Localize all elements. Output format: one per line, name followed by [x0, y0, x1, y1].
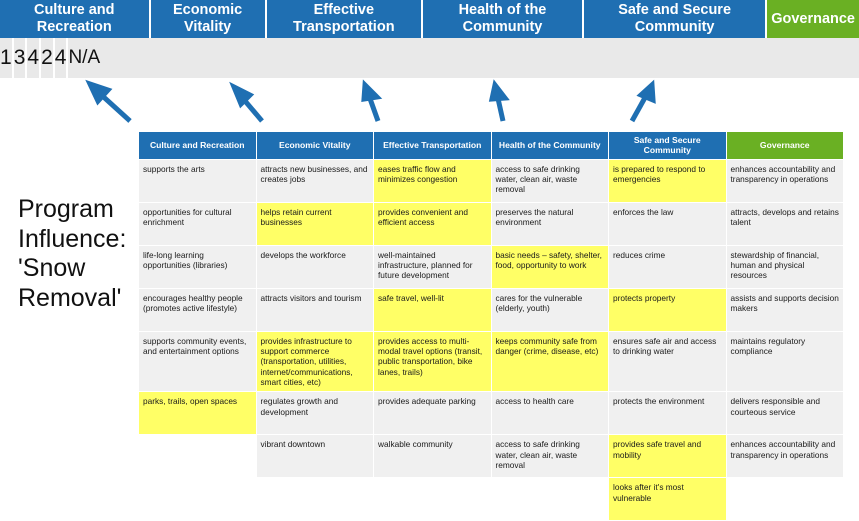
matrix-header-safe-and-secure-community: Safe and Secure Community: [609, 132, 727, 160]
matrix-cell: provides infrastructure to support commerce (transportation, utilities, internet/communications, smart cities, etc): [256, 331, 374, 392]
matrix-cell-empty: [139, 478, 257, 521]
matrix-cell: protects property: [609, 288, 727, 331]
matrix-cell: enhances accountability and transparency in operations: [726, 159, 844, 202]
matrix-cell: attracts new businesses, and creates jobs: [256, 159, 374, 202]
upward-arrow-icon-2: [234, 87, 262, 121]
matrix-header-effective-transportation: Effective Transportation: [374, 132, 492, 160]
matrix-cell-empty: [491, 478, 609, 521]
pillar-header-label: Effective Transportation: [293, 2, 395, 35]
matrix-cell-empty: [139, 435, 257, 478]
matrix-header-economic-vitality: Economic Vitality: [256, 132, 374, 160]
pillar-header-label: Health of the Community: [458, 2, 547, 35]
caption-line-4: Removal': [18, 283, 122, 312]
pillar-header-label: Culture and Recreation: [33, 2, 115, 35]
pillar-header-safe-and-secure-community[interactable]: [584, 0, 767, 38]
upward-arrow-icon-5: [632, 85, 653, 121]
matrix-header-health-of-the-community: Health of the Community: [491, 132, 609, 160]
matrix-cell: protects the environment: [609, 392, 727, 435]
matrix-cell: assists and supports decision makers: [726, 288, 844, 331]
matrix-cell: provides safe travel and mobility: [609, 435, 727, 478]
matrix-cell: provides adequate parking: [374, 392, 492, 435]
matrix-cell: stewardship of financial, human and physical resources: [726, 245, 844, 288]
matrix-cell: enforces the law: [609, 202, 727, 245]
matrix-cell-empty: [374, 478, 492, 521]
matrix-cell: ensures safe air and access to drinking water: [609, 331, 727, 392]
matrix-cell: keeps community safe from danger (crime, disease, etc): [491, 331, 609, 392]
matrix-cell: delivers responsible and courteous service: [726, 392, 844, 435]
matrix-cell-empty: [726, 478, 844, 521]
table-row: [139, 202, 844, 245]
matrix-cell: access to safe drinking water, clean air, waste removal: [491, 159, 609, 202]
matrix-cell: encourages healthy people (promotes active lifestyle): [139, 288, 257, 331]
matrix-cell: supports the arts: [139, 159, 257, 202]
matrix-cell: attracts, develops and retains talent: [726, 202, 844, 245]
caption-line-3: 'Snow: [18, 254, 86, 282]
matrix-cell: basic needs – safety, shelter, food, opportunity to work: [491, 245, 609, 288]
score-economic-vitality: 3: [14, 38, 28, 78]
matrix-cell: opportunities for cultural enrichment: [139, 202, 257, 245]
matrix-body: [139, 159, 844, 521]
score-band: [0, 38, 859, 78]
matrix-header-culture-and-recreation: Culture and Recreation: [139, 132, 257, 160]
matrix-cell: helps retain current businesses: [256, 202, 374, 245]
influence-matrix: [138, 131, 844, 521]
arrow-group: [0, 78, 859, 134]
upward-arrow-icon-3: [364, 85, 378, 121]
matrix-header-governance: Governance: [726, 132, 844, 160]
program-influence-caption: [18, 195, 138, 313]
matrix-cell: well-maintained infrastructure, planned for future development: [374, 245, 492, 288]
table-row: [139, 159, 844, 202]
caption-line-2: Influence:: [18, 224, 127, 253]
matrix-cell: maintains regulatory compliance: [726, 331, 844, 392]
matrix-cell-empty: [256, 478, 374, 521]
matrix-cell: vibrant downtown: [256, 435, 374, 478]
matrix-cell: attracts visitors and tourism: [256, 288, 374, 331]
matrix-cell: looks after it's most vulnerable: [609, 478, 727, 521]
pillar-header-economic-vitality[interactable]: [151, 0, 267, 38]
table-row: [139, 478, 844, 521]
matrix-cell: eases traffic flow and minimizes congestion: [374, 159, 492, 202]
score-safe-and-secure-community: 4: [55, 38, 69, 78]
matrix-cell: safe travel, well-lit: [374, 288, 492, 331]
upward-arrow-icon-1: [90, 84, 130, 121]
matrix-cell: supports community events, and entertainment options: [139, 331, 257, 392]
pillar-header-governance[interactable]: [767, 0, 859, 38]
matrix-cell: is prepared to respond to emergencies: [609, 159, 727, 202]
matrix-cell: develops the workforce: [256, 245, 374, 288]
matrix-cell: life-long learning opportunities (libraries): [139, 245, 257, 288]
table-row: [139, 331, 844, 392]
table-row: [139, 435, 844, 478]
score-governance: N/A: [68, 47, 101, 68]
pillar-header-label: Governance: [771, 10, 856, 27]
matrix-cell: regulates growth and development: [256, 392, 374, 435]
matrix-cell: walkable community: [374, 435, 492, 478]
pillar-header-culture-and-recreation[interactable]: [0, 0, 151, 38]
pillar-header-label: Economic Vitality: [172, 2, 243, 35]
table-row: [139, 288, 844, 331]
score-health-of-the-community: 2: [41, 38, 55, 78]
matrix-cell: provides convenient and efficient access: [374, 202, 492, 245]
pillar-header-effective-transportation[interactable]: [267, 0, 423, 38]
score-culture-and-recreation: 1: [0, 38, 14, 78]
score-effective-transportation: 4: [27, 38, 41, 78]
matrix-header-row: [139, 132, 844, 160]
matrix-cell: cares for the vulnerable (elderly, youth): [491, 288, 609, 331]
matrix-cell: parks, trails, open spaces: [139, 392, 257, 435]
matrix-cell: reduces crime: [609, 245, 727, 288]
matrix-cell: enhances accountability and transparency in operations: [726, 435, 844, 478]
matrix-cell: provides access to multi-modal travel options (transit, public transportation, bike lanes, trails): [374, 331, 492, 392]
pillar-header-band: [0, 0, 859, 38]
pillar-header-label: Safe and Secure Community: [618, 2, 732, 35]
matrix-cell: access to safe drinking water, clean air, waste removal: [491, 435, 609, 478]
pillar-header-health-of-the-community[interactable]: [423, 0, 584, 38]
matrix-cell: preserves the natural environment: [491, 202, 609, 245]
upward-arrow-icon-4: [492, 85, 505, 121]
caption-line-1: Program: [18, 195, 114, 223]
table-row: [139, 392, 844, 435]
table-row: [139, 245, 844, 288]
matrix-cell: access to health care: [491, 392, 609, 435]
